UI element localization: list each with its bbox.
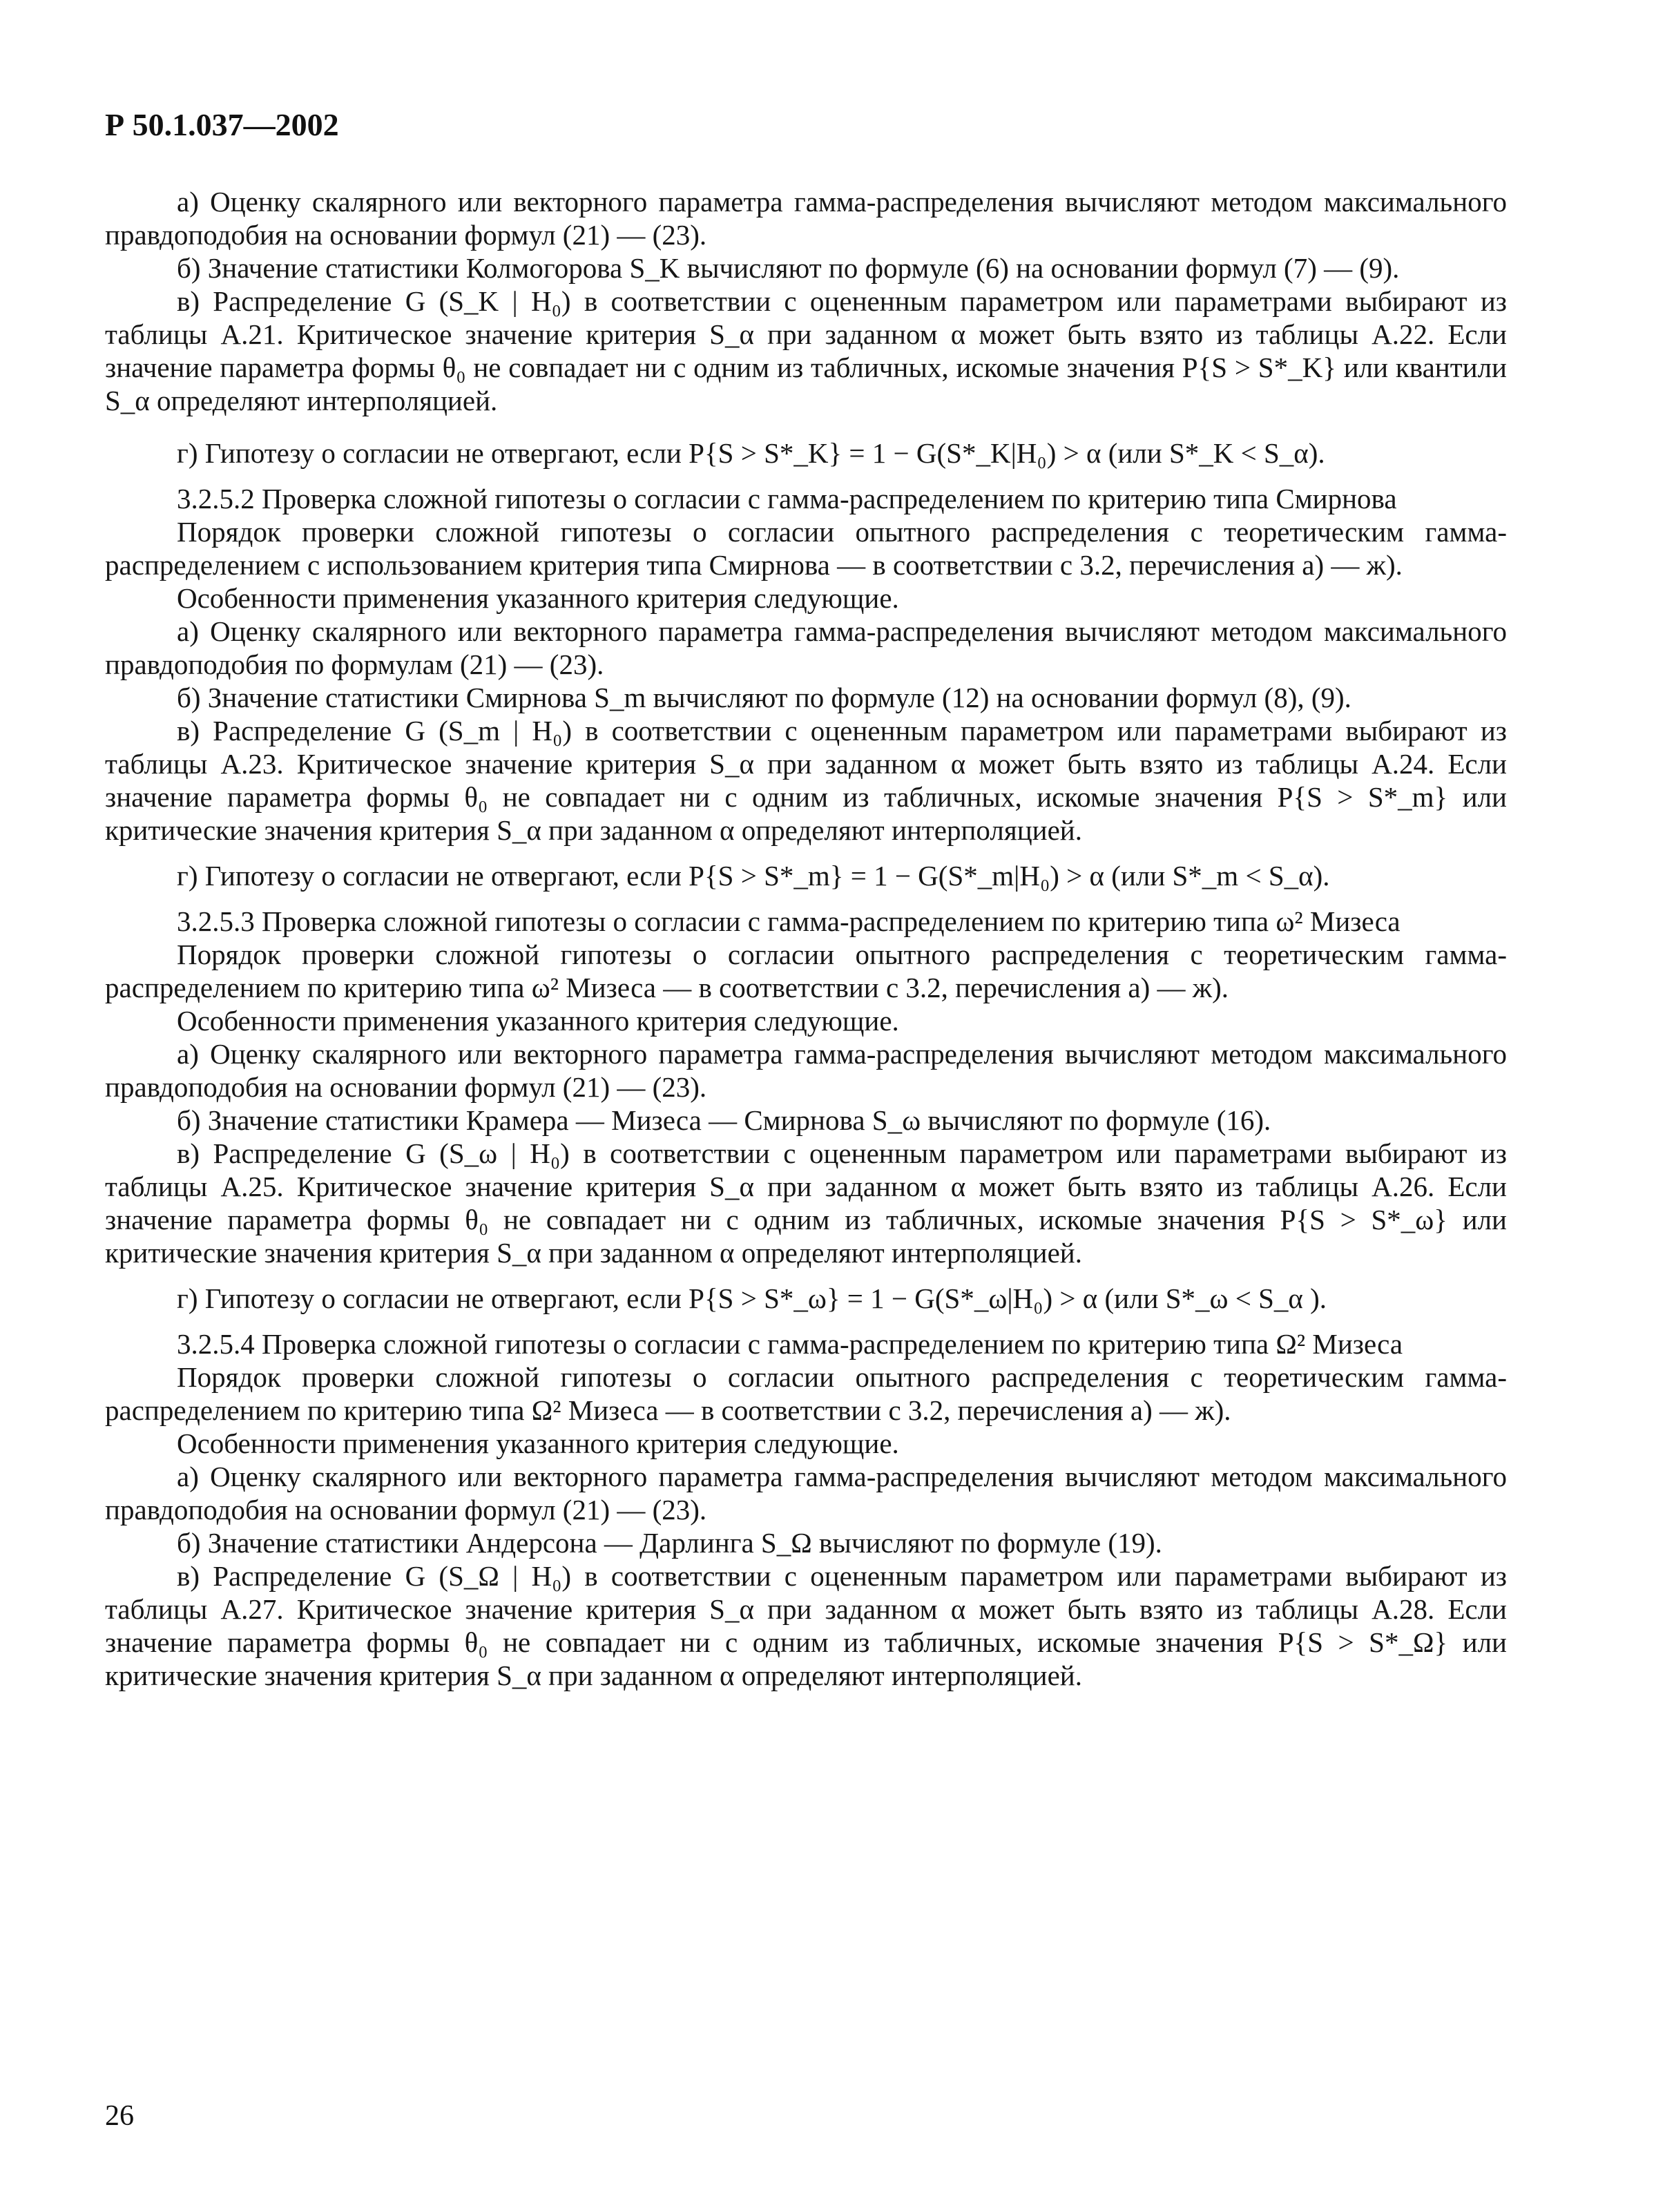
paragraph: Особенности применения указанного критерия следующие. — [177, 582, 899, 614]
paragraph: Особенности применения указанного критерия следующие. — [177, 1005, 899, 1037]
paragraph: б) Значение статистики Андерсона — Дарлинга S_Ω вычисляют по формуле (19). — [177, 1527, 1162, 1559]
section-heading: 3.2.5.3 Проверка сложной гипотезы о согласии с гамма-распределением по критерию типа ω² Мизеса — [177, 905, 1401, 937]
document-code: Р 50.1.037—2002 — [105, 107, 339, 142]
paragraph: Порядок проверки сложной гипотезы о согласии опытного распределения с теоретическим гамма-распределением по критерию типа Ω² Мизеса — в соответствии с 3.2, перечисления а) — ж). — [105, 1361, 1507, 1426]
document-body — [105, 185, 1507, 1692]
paragraph: а) Оценку скалярного или векторного параметра гамма-распределения вычисляют методом максимального правдоподобия на основании формул (21) — (23). — [105, 1461, 1507, 1526]
paragraph: в) Распределение G (S_Ω | H₀) в соответствии с оцененным параметром или параметрами выбирают из таблицы А.27. Критическое значение критерия S_α при заданном α может быть взято из таблицы А.28. Если значение параметра формы θ₀ не совпадает ни с одним из табличных, искомые значения P{S > S*_Ω} или критические значения критерия S_α при заданном α определяют интерполяцией. — [105, 1560, 1507, 1691]
paragraph: а) Оценку скалярного или векторного параметра гамма-распределения вычисляют методом максимального правдоподобия на основании формул (21) — (23). — [105, 186, 1507, 251]
formula-paragraph: г) Гипотезу о согласии не отвергают, если P{S > S*_ω} = 1 − G(S*_ω|H₀) > α (или S*_ω < S_α ). — [177, 1282, 1327, 1314]
section-heading: 3.2.5.2 Проверка сложной гипотезы о согласии с гамма-распределением по критерию типа Смирнова — [177, 483, 1397, 514]
paragraph: Особенности применения указанного критерия следующие. — [177, 1427, 899, 1459]
paragraph: а) Оценку скалярного или векторного параметра гамма-распределения вычисляют методом максимального правдоподобия на основании формул (21) — (23). — [105, 1038, 1507, 1103]
paragraph: в) Распределение G (S_ω | H₀) в соответствии с оцененным параметром или параметрами выбирают из таблицы А.25. Критическое значение критерия S_α при заданном α может быть взято из таблицы А.26. Если значение параметра формы θ₀ не совпадает ни с одним из табличных, искомые значения P{S > S*_ω} или критические значения критерия S_α при заданном α определяют интерполяцией. — [105, 1137, 1507, 1269]
paragraph: в) Распределение G (S_m | H₀) в соответствии с оцененным параметром или параметрами выбирают из таблицы А.23. Критическое значение критерия S_α при заданном α может быть взято из таблицы А.24. Если значение параметра формы θ₀ не совпадает ни с одним из табличных, искомые значения P{S > S*_m} или критические значения критерия S_α при заданном α определяют интерполяцией. — [105, 715, 1507, 846]
paragraph: б) Значение статистики Крамера — Мизеса — Смирнова S_ω вычисляют по формуле (16). — [177, 1104, 1271, 1136]
section-heading: 3.2.5.4 Проверка сложной гипотезы о согласии с гамма-распределением по критерию типа Ω² Мизеса — [177, 1328, 1403, 1360]
paragraph: б) Значение статистики Смирнова S_m вычисляют по формуле (12) на основании формул (8), (9). — [177, 682, 1351, 713]
paragraph: Порядок проверки сложной гипотезы о согласии опытного распределения с теоретическим гамма-распределением по критерию типа ω² Мизеса — в соответствии с 3.2, перечисления а) — ж). — [105, 939, 1507, 1003]
paragraph: б) Значение статистики Колмогорова S_K вычисляют по формуле (6) на основании формул (7) — (9). — [177, 252, 1400, 284]
paragraph: в) Распределение G (S_K | H₀) в соответствии с оцененным параметром или параметрами выбирают из таблицы А.21. Критическое значение критерия S_α при заданном α может быть взято из таблицы А.22. Если значение параметра формы θ₀ не совпадает ни с одним из табличных, искомые значения P{S > S*_K} или квантили S_α определяют интерполяцией. — [105, 285, 1507, 416]
paragraph: Порядок проверки сложной гипотезы о согласии опытного распределения с теоретическим гамма-распределением с использованием критерия типа Смирнова — в соответствии с 3.2, перечисления а) — ж). — [105, 516, 1507, 581]
paragraph: а) Оценку скалярного или векторного параметра гамма-распределения вычисляют методом максимального правдоподобия по формулам (21) — (23). — [105, 615, 1507, 680]
formula-paragraph: г) Гипотезу о согласии не отвергают, если P{S > S*_m} = 1 − G(S*_m|H₀) > α (или S*_m < S_α). — [177, 860, 1330, 892]
page-number: 26 — [105, 2100, 134, 2132]
formula-paragraph: г) Гипотезу о согласии не отвергают, если P{S > S*_K} = 1 − G(S*_K|H₀) > α (или S*_K < S_α). — [177, 437, 1325, 469]
